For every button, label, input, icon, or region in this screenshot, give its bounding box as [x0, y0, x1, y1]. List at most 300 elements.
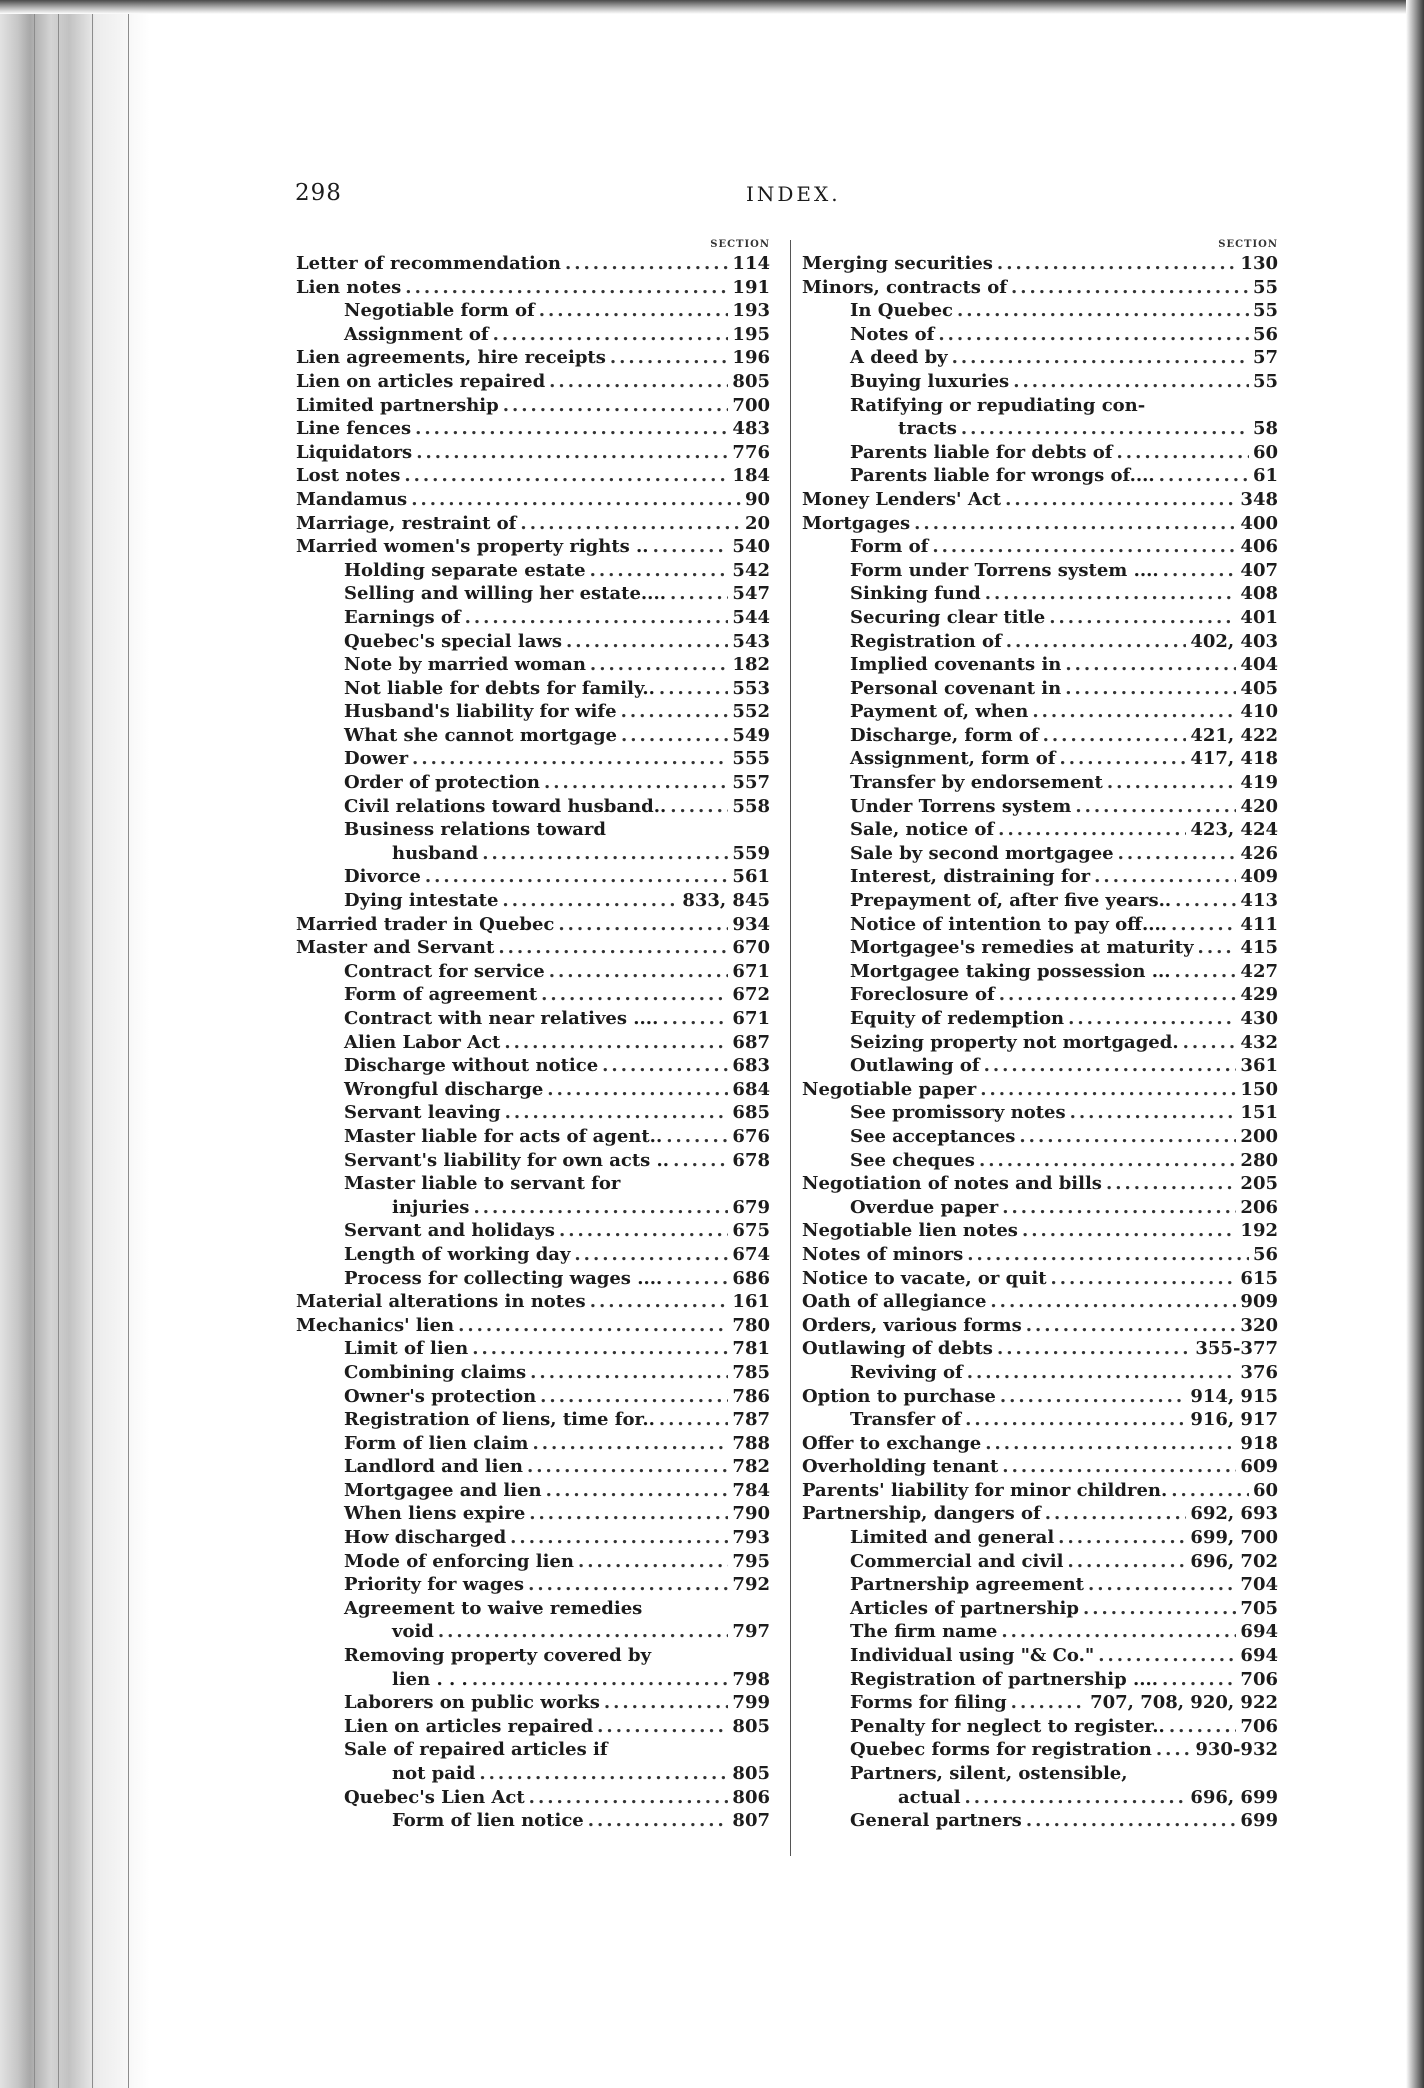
index-entry-section-ref: 58 [1252, 418, 1278, 440]
index-entry [296, 1691, 770, 1715]
leader-dots [505, 1101, 729, 1125]
index-entry [296, 771, 770, 795]
index-entry-text: Laborers on public works [344, 1692, 600, 1714]
leader-dots [1045, 1502, 1187, 1526]
index-entry-text: Parents liable for debts of [850, 441, 1113, 463]
index-entry-section-ref: 182 [732, 654, 770, 676]
index-entry-section-ref: 200 [1240, 1125, 1278, 1147]
leader-dots [967, 1243, 1249, 1267]
index-entry [296, 818, 770, 842]
index-entry-section-ref: 694 [1240, 1645, 1278, 1667]
index-entry-section-ref: 784 [732, 1479, 770, 1501]
index-entry-text: Outlawing of debts [802, 1338, 993, 1360]
index-entry-section-ref: 413 [1240, 890, 1278, 912]
index-entry [802, 535, 1278, 559]
index-entry-text: Lien agreements, hire receipts [296, 347, 606, 369]
leader-dots [412, 747, 728, 771]
leader-dots [1051, 1267, 1237, 1291]
index-entry-section-ref: 348 [1240, 488, 1278, 510]
index-entry-section-ref: 561 [732, 866, 770, 888]
leader-dots [621, 724, 728, 748]
index-entry [296, 747, 770, 771]
index-entry [296, 1172, 770, 1196]
leader-dots [416, 441, 728, 465]
index-entry-text: Mortgages [802, 512, 911, 534]
leader-dots [1156, 1738, 1192, 1762]
index-entry-section-ref: 798 [732, 1668, 770, 1690]
index-entry [802, 441, 1278, 465]
leader-dots [1070, 1101, 1237, 1125]
index-entry-text: The firm name [850, 1621, 998, 1643]
index-entry-text: Lost notes [296, 465, 401, 487]
index-entry-section-ref: 805 [732, 1763, 770, 1784]
index-entry [802, 1149, 1278, 1173]
index-entry-section-ref: 671 [732, 1008, 770, 1029]
index-entry-section-ref: 787 [732, 1409, 770, 1431]
leader-dots [952, 346, 1249, 370]
leader-dots [528, 1573, 728, 1597]
index-entry-text: Lien on articles repaired [296, 370, 546, 392]
index-entry-text: Notes of [850, 323, 935, 345]
leader-dots [1005, 488, 1236, 512]
index-entry [802, 1078, 1278, 1102]
leader-dots [1002, 1455, 1236, 1479]
index-entry-text: Master and Servant [296, 937, 495, 959]
index-entry-text: Negotiable lien notes [802, 1220, 1018, 1242]
index-entry-text: Articles of partnership [850, 1597, 1079, 1619]
index-entry-section-ref: 670 [732, 937, 770, 959]
leader-dots [1011, 276, 1249, 300]
index-entry-text: Quebec forms for registration [850, 1739, 1152, 1761]
index-entry [802, 1550, 1278, 1574]
index-entry-text: Transfer of [850, 1409, 962, 1431]
index-entry [802, 1314, 1278, 1338]
leader-dots [999, 983, 1237, 1007]
leader-dots [1013, 370, 1249, 394]
index-entry-section-ref: 355-377 [1195, 1338, 1278, 1360]
index-entry-text: Negotiation of notes and bills [802, 1173, 1102, 1195]
index-entry-text: Discharge, form of [850, 724, 1039, 746]
index-entry-section-ref: 559 [732, 842, 770, 864]
index-entry-section-ref: 432 [1240, 1031, 1278, 1053]
index-entry-text: Liquidators [296, 441, 413, 463]
index-entry [296, 1219, 770, 1243]
leader-dots [1068, 1007, 1236, 1031]
index-entry-text: lien . . . [392, 1668, 468, 1690]
index-entry-text: Offer to exchange [802, 1432, 982, 1454]
index-entry-section-ref: 692, 693 [1190, 1503, 1278, 1525]
index-entry-section-ref: 547 [732, 583, 770, 605]
index-entry [296, 936, 770, 960]
leader-dots [544, 771, 728, 795]
index-entry [802, 1644, 1278, 1668]
index-entry [802, 936, 1278, 960]
index-entry [296, 630, 770, 654]
index-entry-text: Owner's protection [344, 1385, 537, 1407]
leader-dots [604, 1691, 729, 1715]
index-entry-text: Outlawing of [850, 1055, 980, 1077]
index-entry-text: Combining claims [344, 1361, 527, 1383]
leader-dots [590, 653, 729, 677]
index-entry-section-ref: 184 [732, 465, 770, 487]
index-entry [802, 1243, 1278, 1267]
leader-dots [597, 1715, 728, 1739]
index-entry [296, 1408, 770, 1432]
index-entry [296, 299, 770, 323]
index-entry [296, 346, 770, 370]
index-entry-text: What she cannot mortgage [344, 724, 618, 746]
index-entry [296, 1573, 770, 1597]
index-entry-text: Husband's liability for wife [344, 701, 617, 723]
index-entry-section-ref: 685 [732, 1102, 770, 1124]
index-entry-text: Interest, distraining for [850, 866, 1091, 888]
leader-dots [1043, 724, 1187, 748]
index-entry [802, 1597, 1278, 1621]
index-entry-text: actual [898, 1786, 961, 1808]
leader-dots [1019, 1125, 1236, 1149]
index-entry-section-ref: 780 [732, 1314, 770, 1336]
index-entry-text: Agreement to waive remedies [344, 1597, 643, 1619]
index-entry-text: Seizing property not mortgaged. [850, 1031, 1179, 1053]
index-entry-text: Overdue paper [850, 1196, 999, 1218]
index-entry [296, 1762, 770, 1786]
leader-dots [1059, 747, 1186, 771]
index-entry [802, 795, 1278, 819]
leader-dots [1107, 771, 1237, 795]
index-entry-text: Under Torrens system [850, 795, 1072, 817]
index-entry [296, 488, 770, 512]
index-entry-section-ref: 408 [1240, 583, 1278, 605]
leader-dots [1175, 960, 1237, 984]
index-entry [802, 983, 1278, 1007]
index-entry-section-ref: 785 [732, 1361, 770, 1383]
leader-dots [404, 464, 728, 488]
leader-dots [965, 1408, 1186, 1432]
index-entry-section-ref: 419 [1240, 772, 1278, 794]
index-entry [296, 1502, 770, 1526]
index-entry [802, 1573, 1278, 1597]
leader-dots [979, 1149, 1236, 1173]
index-entry-section-ref: 797 [732, 1621, 770, 1643]
leader-dots [997, 252, 1237, 276]
index-entry-section-ref: 672 [732, 984, 770, 1006]
index-entry [802, 1479, 1278, 1503]
page-edge-line [34, 0, 35, 2088]
index-entry-text: Dower [344, 748, 409, 770]
index-entry [802, 394, 1278, 418]
leader-dots [653, 535, 729, 559]
index-entry [802, 724, 1278, 748]
index-entry-text: Notice to vacate, or quit [802, 1267, 1047, 1289]
index-entry-text: Buying luxuries [850, 370, 1010, 392]
index-entry-text: Overholding tenant [802, 1456, 999, 1478]
index-entry-text: Not liable for debts for family.. [344, 677, 655, 699]
leader-dots [980, 1078, 1236, 1102]
index-entry-section-ref: 60 [1252, 441, 1278, 463]
index-entry-text: Limited partnership [296, 394, 499, 416]
index-entry [296, 535, 770, 559]
leader-dots [1169, 1715, 1237, 1739]
index-entry-section-ref: 782 [732, 1456, 770, 1478]
index-entry-text: Line fences [296, 418, 412, 440]
index-entry [802, 630, 1278, 654]
leader-dots [1175, 889, 1236, 913]
index-entry-text: Assignment, form of [850, 748, 1056, 770]
index-entry-text: Mechanics' lien [296, 1314, 455, 1336]
leader-dots [479, 1762, 728, 1786]
index-entry-text: Reviving of [850, 1361, 963, 1383]
page-edge-line [92, 0, 93, 2088]
index-entry-section-ref: 192 [1240, 1220, 1278, 1242]
leader-dots [1171, 1479, 1249, 1503]
leader-dots [547, 1078, 728, 1102]
index-entry [802, 606, 1278, 630]
page-edge-line [128, 0, 129, 2088]
index-entry [802, 1172, 1278, 1196]
index-entry-section-ref: 161 [732, 1291, 770, 1313]
index-entry-section-ref: 790 [732, 1503, 770, 1525]
leader-dots [961, 417, 1249, 441]
index-entry [802, 1054, 1278, 1078]
index-entry-section-ref: 406 [1240, 536, 1278, 558]
index-entry [296, 1550, 770, 1574]
index-entry [802, 1385, 1278, 1409]
index-entry [802, 276, 1278, 300]
index-entry [296, 1620, 770, 1644]
leader-dots [990, 1290, 1236, 1314]
index-entry [296, 1479, 770, 1503]
index-entry-text: Ratifying or repudiating con- [850, 394, 1146, 416]
section-label: SECTION [710, 239, 770, 250]
leader-dots [590, 559, 729, 583]
leader-dots [498, 936, 728, 960]
index-entry-section-ref: 807 [732, 1810, 770, 1832]
index-entry [802, 771, 1278, 795]
leader-dots [1002, 1196, 1236, 1220]
leader-dots [985, 582, 1237, 606]
index-entry [296, 512, 770, 536]
index-entry [296, 724, 770, 748]
index-entry-section-ref: 543 [732, 630, 770, 652]
leader-dots [425, 865, 729, 889]
index-entry-section-ref: 56 [1252, 1243, 1278, 1265]
index-entry-text: Landlord and lien [344, 1456, 523, 1478]
index-entry [296, 464, 770, 488]
index-entry-text: Form of agreement [344, 984, 538, 1006]
index-entry [296, 842, 770, 866]
index-entry-text: Securing clear title [850, 606, 1046, 628]
index-entry-section-ref: 792 [732, 1574, 770, 1596]
index-entry [296, 1597, 770, 1621]
leader-dots [1000, 1385, 1186, 1409]
index-entry-section-ref: 674 [732, 1243, 770, 1265]
leader-dots [1026, 1314, 1237, 1338]
index-entry-text: Priority for wages [344, 1574, 525, 1596]
index-entry-text: Business relations toward [344, 819, 606, 841]
index-entry-section-ref: 151 [1240, 1102, 1278, 1124]
index-entry-section-ref: 60 [1252, 1479, 1278, 1501]
leader-dots [549, 370, 728, 394]
index-entry-text: Option to purchase [802, 1385, 996, 1407]
index-entry [802, 1125, 1278, 1149]
leader-dots [1088, 1573, 1236, 1597]
index-entry-section-ref: 553 [732, 677, 770, 699]
column-divider [790, 240, 791, 1856]
index-entry-text: Marriage, restraint of [296, 512, 517, 534]
index-entry-text: Servant's liability for own acts .. [344, 1149, 670, 1171]
index-entry-section-ref: 56 [1252, 323, 1278, 345]
leader-dots [493, 323, 729, 347]
index-entries-left [296, 252, 770, 1833]
index-entry-text: Notes of minors [802, 1243, 964, 1265]
index-entry [296, 1526, 770, 1550]
index-entry-section-ref: 411 [1240, 913, 1278, 935]
leader-dots [1032, 700, 1236, 724]
index-entry-section-ref: 55 [1252, 370, 1278, 392]
index-entry-text: Registration of liens, time for.. [344, 1409, 655, 1431]
index-entry-section-ref: 699 [1240, 1810, 1278, 1832]
index-entry-section-ref: 206 [1240, 1196, 1278, 1218]
index-entry-text: Partnership agreement [850, 1574, 1084, 1596]
index-entry-text: Mortgagee's remedies at maturity [850, 937, 1194, 959]
index-entry [802, 299, 1278, 323]
index-entry-section-ref: 694 [1240, 1621, 1278, 1643]
index-entry-text: Removing property covered by [344, 1645, 652, 1667]
index-entry-text: Sale of repaired articles if [344, 1739, 608, 1761]
index-entry-text: Lien notes [296, 276, 402, 298]
index-entry [802, 1031, 1278, 1055]
index-entry-text: Wrongful discharge [344, 1078, 544, 1100]
leader-dots [965, 1786, 1187, 1810]
leader-dots [1083, 1597, 1236, 1621]
index-entry-text: Notice of intention to pay off.... [850, 913, 1168, 935]
index-entry-section-ref: 429 [1240, 984, 1278, 1006]
index-entry [802, 1455, 1278, 1479]
index-entry-section-ref: 195 [732, 323, 770, 345]
leader-dots [1011, 1691, 1086, 1715]
index-entry [802, 1809, 1278, 1833]
index-entry-section-ref: 361 [1240, 1055, 1278, 1077]
leader-dots [1065, 653, 1236, 677]
index-entry [802, 1290, 1278, 1314]
leader-dots [666, 1125, 728, 1149]
leader-dots [1171, 913, 1236, 937]
index-entry-section-ref: 544 [732, 606, 770, 628]
index-entry-section-ref: 55 [1252, 300, 1278, 322]
index-entry-text: How discharged [344, 1527, 507, 1549]
index-entry [802, 1786, 1278, 1810]
index-entry-section-ref: 205 [1240, 1173, 1278, 1195]
leader-dots [621, 700, 729, 724]
index-entry-text: Orders, various forms [802, 1314, 1022, 1336]
index-entry [296, 913, 770, 937]
index-entry [296, 1432, 770, 1456]
index-entry-text: Limited and general [850, 1527, 1055, 1549]
index-entry-text: Forms for filing [850, 1692, 1007, 1714]
leader-dots [1198, 936, 1237, 960]
index-entry-text: Prepayment of, after five years.. [850, 890, 1172, 912]
leader-dots [472, 1337, 728, 1361]
leader-dots [1163, 559, 1237, 583]
index-entry-text: Foreclosure of [850, 984, 995, 1006]
index-entry [802, 960, 1278, 984]
index-entry-text: See cheques [850, 1149, 975, 1171]
index-entry [296, 582, 770, 606]
index-entry [802, 1620, 1278, 1644]
leader-dots [532, 1432, 728, 1456]
index-entry-section-ref: 696, 699 [1190, 1786, 1278, 1808]
leader-dots [662, 1007, 728, 1031]
index-entry-text: Registration of [850, 630, 1002, 652]
index-entry-text: Registration of partnership .... [850, 1668, 1159, 1690]
leader-dots [1006, 630, 1187, 654]
index-entry [296, 1668, 770, 1692]
index-entry [802, 1361, 1278, 1385]
index-entry [802, 1691, 1278, 1715]
index-entry [296, 1786, 770, 1810]
index-entry-text: A deed by [850, 347, 948, 369]
leader-dots [1001, 1620, 1236, 1644]
index-entry [802, 512, 1278, 536]
index-entry-text: Form of [850, 536, 929, 558]
index-entry-text: Contract for service [344, 960, 545, 982]
index-entry-text: Order of protection [344, 772, 541, 794]
index-entry-text: Letter of recommendation [296, 253, 561, 274]
index-entry [296, 795, 770, 819]
index-entry-text: Minors, contracts of [802, 276, 1007, 298]
leader-dots [546, 1479, 729, 1503]
index-entry-section-ref: 542 [732, 559, 770, 581]
index-entry [296, 1267, 770, 1291]
index-entry [802, 582, 1278, 606]
index-entry-section-ref: 558 [732, 795, 770, 817]
index-entry-text: Penalty for neglect to register.. [850, 1715, 1165, 1737]
index-entry-text: Discharge without notice [344, 1055, 599, 1077]
index-entry-section-ref: 417, 418 [1190, 748, 1278, 770]
index-entry-section-ref: 805 [732, 370, 770, 392]
index-entry-text: When liens expire [344, 1503, 526, 1525]
index-entry-text: Merging securities [802, 253, 993, 274]
leader-dots [1065, 677, 1236, 701]
page-title: INDEX. [746, 182, 841, 206]
index-entry-text: Form under Torrens system .... [850, 559, 1159, 581]
index-entry [802, 913, 1278, 937]
index-entry-section-ref: 376 [1240, 1361, 1278, 1383]
index-entry-text: Assignment of [344, 323, 489, 345]
index-entry-text: In Quebec [850, 300, 953, 322]
index-entry-section-ref: 930-932 [1195, 1739, 1278, 1761]
index-entry-text: Contract with near relatives .... [344, 1008, 659, 1029]
leader-dots [1098, 1644, 1236, 1668]
leader-dots [520, 512, 741, 536]
index-entry-text: Civil relations toward husband.. [344, 795, 667, 817]
leader-dots [932, 535, 1236, 559]
index-entry [802, 842, 1278, 866]
index-entry-text: Alien Labor Act [344, 1031, 501, 1053]
index-entry [802, 865, 1278, 889]
index-entry [802, 747, 1278, 771]
index-entry [802, 1408, 1278, 1432]
index-entry [296, 1455, 770, 1479]
index-entry [802, 559, 1278, 583]
index-entry-section-ref: 196 [732, 347, 770, 369]
index-entry [802, 1526, 1278, 1550]
index-entry-section-ref: 280 [1240, 1149, 1278, 1171]
index-entry-section-ref: 806 [732, 1786, 770, 1808]
index-entry-text: Parents liable for wrongs of.... [850, 465, 1155, 487]
index-entry-text: Form of lien claim [344, 1432, 529, 1454]
index-entry-text: Quebec's special laws [344, 630, 562, 652]
